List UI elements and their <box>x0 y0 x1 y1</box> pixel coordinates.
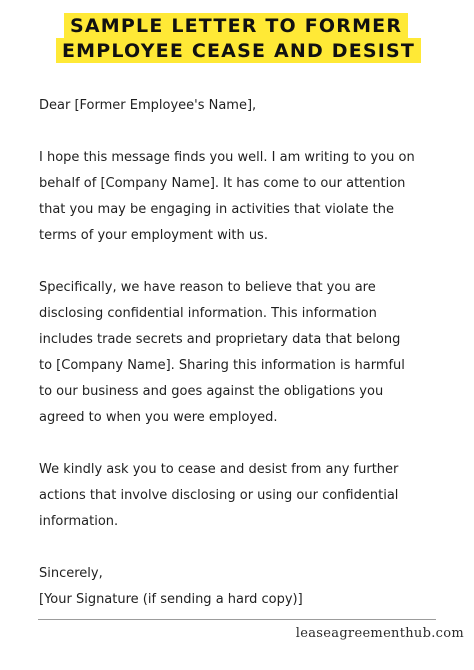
letter-paragraph-3: We kindly ask you to cease and desist from any further actions that involve disclosing or using our confidential information. <box>39 462 399 529</box>
letter-body <box>39 93 459 613</box>
title-line-2: EMPLOYEE CEASE AND DESIST <box>56 38 421 63</box>
document-title <box>56 13 421 63</box>
footer-brand: leaseagreementhub.com <box>295 626 464 641</box>
title-line-1: SAMPLE LETTER TO FORMER <box>64 13 408 38</box>
letter-paragraph-1: I hope this message finds you well. I am writing to you on behalf of [Company Name]. It has come to our attention that you may be engaging in activities that violate the terms of your employment with us. <box>39 150 415 243</box>
letter-paragraph-2: Specifically, we have reason to believe that you are disclosing confidential information. This information includes trade secrets and proprietary data that belong to [Company Name]. Sharing this information is harmful to our business and goes against the obligations you agreed to when you were employed. <box>39 280 405 425</box>
letter-signature: [Your Signature (if sending a hard copy)] <box>39 592 303 607</box>
letter-closing-block <box>39 561 459 613</box>
footer-divider <box>38 619 436 620</box>
letter-greeting: Dear [Former Employee's Name], <box>39 98 257 113</box>
letter-closing: Sincerely, <box>39 566 103 581</box>
